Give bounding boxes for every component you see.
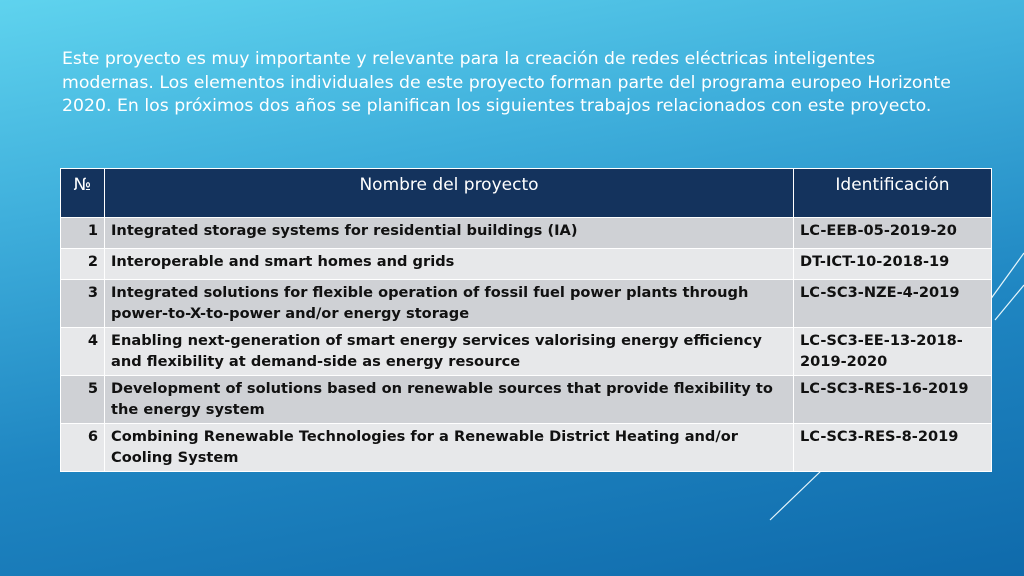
table-row: [61, 424, 992, 472]
row-number: 4: [61, 328, 105, 376]
row-project-name: Integrated storage systems for residential buildings (IA): [105, 218, 794, 249]
row-number: 6: [61, 424, 105, 472]
row-number: 3: [61, 280, 105, 328]
row-number: 2: [61, 249, 105, 280]
deco-line: [995, 285, 1024, 320]
row-number: 5: [61, 376, 105, 424]
row-identification: LC-SC3-RES-8-2019: [794, 424, 992, 472]
projects-table: [60, 168, 992, 472]
row-identification: LC-SC3-RES-16-2019: [794, 376, 992, 424]
row-project-name: Enabling next-generation of smart energy services valorising energy efficiency and flexibility at demand-side as energy resource: [105, 328, 794, 376]
table-row: [61, 280, 992, 328]
header-identification: Identificación: [794, 169, 992, 218]
intro-paragraph: Este proyecto es muy importante y relevante para la creación de redes eléctricas inteligentes modernas. Los elementos individuales de este proyecto forman parte del programa europeo Horizonte 2020. En los próximos dos años se planifican los siguientes trabajos relacionados con este proyecto.: [62, 49, 951, 117]
table-row: [61, 328, 992, 376]
table-row: [61, 218, 992, 249]
row-identification: LC-EEB-05-2019-20: [794, 218, 992, 249]
deco-line: [990, 253, 1024, 300]
row-identification: DT-ICT-10-2018-19: [794, 249, 992, 280]
header-project-name: Nombre del proyecto: [105, 169, 794, 218]
row-project-name: Combining Renewable Technologies for a Renewable District Heating and/or Cooling System: [105, 424, 794, 472]
row-project-name: Integrated solutions for flexible operation of fossil fuel power plants through power-to-X-to-power and/or energy storage: [105, 280, 794, 328]
row-number: 1: [61, 218, 105, 249]
table-row: [61, 249, 992, 280]
table-header-row: [61, 169, 992, 218]
table-row: [61, 376, 992, 424]
row-project-name: Development of solutions based on renewable sources that provide flexibility to the energy system: [105, 376, 794, 424]
row-identification: LC-SC3-EE-13-2018-2019-2020: [794, 328, 992, 376]
deco-line: [770, 470, 822, 520]
row-identification: LC-SC3-NZE-4-2019: [794, 280, 992, 328]
header-number: №: [61, 169, 105, 218]
row-project-name: Interoperable and smart homes and grids: [105, 249, 794, 280]
